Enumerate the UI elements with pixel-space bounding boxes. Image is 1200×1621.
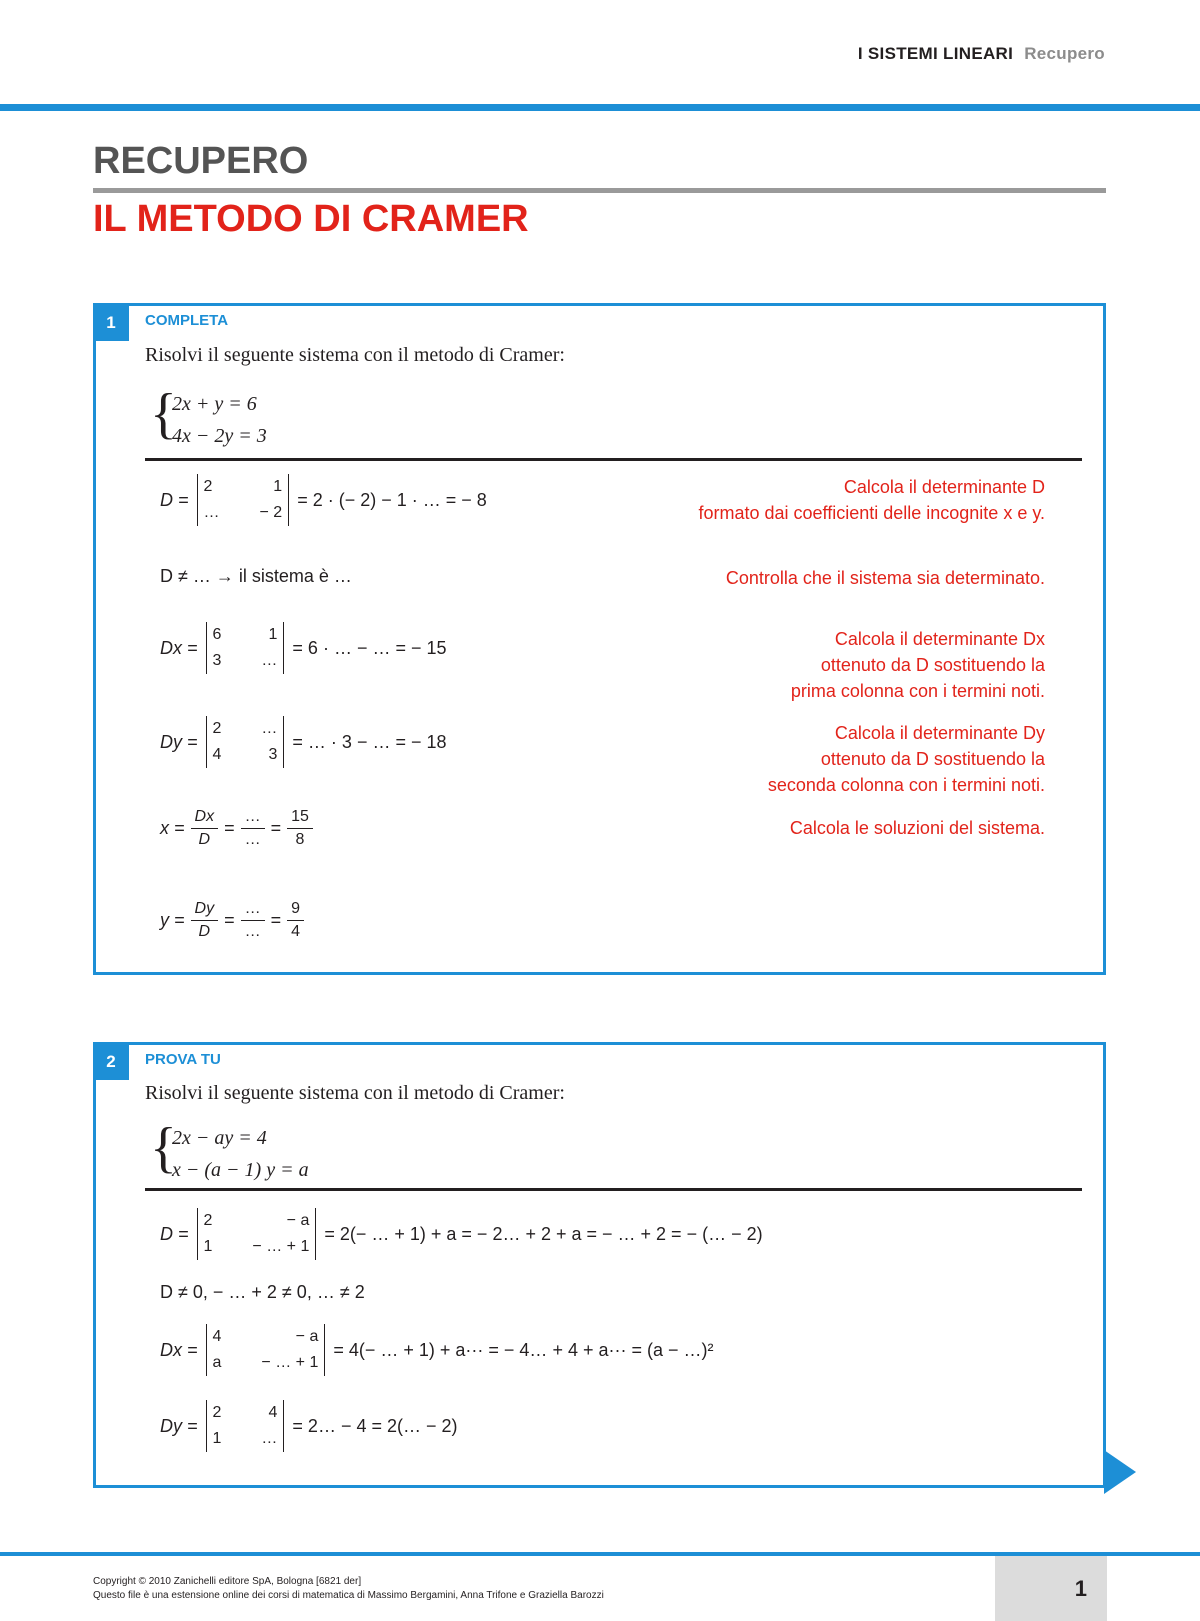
exercise-2-rule xyxy=(145,1188,1082,1191)
equals-sign: = xyxy=(270,818,282,838)
fraction xyxy=(191,808,219,849)
matrix-cell: − 2 xyxy=(259,504,283,521)
exercise-2-number: 2 xyxy=(93,1044,129,1080)
matrix-cell: … xyxy=(261,652,278,669)
page-title: RECUPERO xyxy=(93,140,309,182)
fraction xyxy=(241,900,265,941)
equals-sign: = xyxy=(224,910,235,930)
x-label: x = xyxy=(160,818,185,838)
numerator: … xyxy=(241,808,265,829)
dx-matrix xyxy=(206,1324,326,1376)
exercise-2-label: PROVA TU xyxy=(145,1051,221,1068)
footer-line: Copyright © 2010 Zanichelli editore SpA, Bologna [6821 der] xyxy=(93,1576,362,1587)
hint-line: formato dai coefficienti delle incognite x e y. xyxy=(698,503,1045,523)
hint-line: ottenuto da D sostituendo la xyxy=(820,655,1045,675)
hint-line: prima colonna con i termini noti. xyxy=(790,681,1045,701)
d-result: = 2 · (− 2) − 1 · … = − 8 xyxy=(297,489,487,510)
dx-result: = 4(− … + 1) + a··· = − 4… + 4 + a··· = (a − …)² xyxy=(333,1339,714,1360)
hint-line: Calcola il determinante Dy xyxy=(834,723,1045,743)
hint-line: ottenuto da D sostituendo la xyxy=(820,749,1045,769)
matrix-cell: 2 xyxy=(203,478,213,495)
dx-label: Dx = xyxy=(160,637,198,658)
ex1-d-not-zero: D ≠ … → il sistema è … xyxy=(160,566,352,586)
dx-matrix xyxy=(206,622,285,674)
matrix-cell: − … + 1 xyxy=(252,1238,310,1255)
dy-label: Dy = xyxy=(160,1415,198,1436)
ex2-determinant-dx xyxy=(160,1324,714,1376)
matrix-cell: − a xyxy=(286,1212,310,1229)
exercise-1-system xyxy=(172,388,267,452)
exercise-1-label: COMPLETA xyxy=(145,312,229,329)
exercise-1-rule xyxy=(145,458,1082,461)
matrix-cell: a xyxy=(212,1354,222,1371)
numerator: Dx xyxy=(191,808,219,829)
fraction xyxy=(287,808,313,849)
ex2-d-not-zero: D ≠ 0, − … + 2 ≠ 0, … ≠ 2 xyxy=(160,1282,365,1302)
matrix-cell: 1 xyxy=(268,626,278,643)
y-label: y = xyxy=(160,910,185,930)
hint-determinant-dy xyxy=(768,720,1045,798)
matrix-cell: − a xyxy=(295,1328,319,1345)
equals-sign: = xyxy=(224,818,235,838)
fraction xyxy=(191,900,219,941)
exercise-2-statement: Risolvi il seguente sistema con il metodo di Cramer: xyxy=(145,1082,565,1104)
ex1-solution-y xyxy=(160,900,310,941)
matrix-cell: … xyxy=(261,720,278,737)
matrix-cell: − … + 1 xyxy=(261,1354,319,1371)
continue-arrow-icon[interactable] xyxy=(1104,1450,1136,1494)
system-brace: { xyxy=(150,383,177,445)
hint-determinant-dx xyxy=(791,626,1045,704)
equation-1: 2x + y = 6 xyxy=(172,393,257,415)
ex1-determinant-d xyxy=(160,474,487,526)
denominator: 4 xyxy=(291,923,301,940)
d-label: D = xyxy=(160,489,189,510)
matrix-cell: 3 xyxy=(212,652,222,669)
denominator: 8 xyxy=(295,831,305,848)
numerator: Dy xyxy=(191,900,219,921)
header-subsection: Recupero xyxy=(1024,44,1105,63)
page-number: 1 xyxy=(995,1556,1107,1621)
denominator: D xyxy=(198,831,211,848)
equals-sign: = xyxy=(270,910,282,930)
dy-result: = … · 3 − … = − 18 xyxy=(292,731,447,752)
matrix-cell: 1 xyxy=(203,1238,213,1255)
matrix-cell: 2 xyxy=(212,1404,222,1421)
dy-matrix xyxy=(206,716,285,768)
matrix-cell: 4 xyxy=(212,746,222,763)
exercise-1-number: 1 xyxy=(93,305,129,341)
running-header xyxy=(858,44,1105,64)
exercise-2-system xyxy=(172,1122,309,1186)
header-section: I SISTEMI LINEARI xyxy=(857,44,1014,63)
hint-line: seconda colonna con i termini noti. xyxy=(767,775,1045,795)
numerator: … xyxy=(241,900,265,921)
matrix-cell: 4 xyxy=(268,1404,278,1421)
denominator: … xyxy=(244,831,261,848)
dx-result: = 6 · … − … = − 15 xyxy=(292,637,447,658)
system-brace: { xyxy=(150,1117,177,1179)
top-rule xyxy=(0,104,1200,111)
matrix-cell: 6 xyxy=(212,626,222,643)
hint-line: Calcola il determinante D xyxy=(843,477,1045,497)
d-matrix xyxy=(197,1208,317,1260)
exercise-1-statement: Risolvi il seguente sistema con il metodo di Cramer: xyxy=(145,344,565,366)
denominator: D xyxy=(198,923,211,940)
dx-label: Dx = xyxy=(160,1339,198,1360)
title-divider xyxy=(93,188,1106,193)
denominator: … xyxy=(244,923,261,940)
hint-determined: Controlla che il sistema sia determinato. xyxy=(725,568,1045,588)
fraction xyxy=(241,808,265,849)
equation-1: 2x − ay = 4 xyxy=(172,1127,267,1149)
ex2-determinant-dy xyxy=(160,1400,458,1452)
matrix-cell: 4 xyxy=(212,1328,222,1345)
d-label: D = xyxy=(160,1223,189,1244)
numerator: 9 xyxy=(287,900,304,921)
dy-label: Dy = xyxy=(160,731,198,752)
ex1-determinant-dx xyxy=(160,622,447,674)
footer-line: Questo file è una estensione online dei corsi di matematica di Massimo Bergamini, Anna Trifone e Graziella Barozzi xyxy=(93,1590,604,1601)
matrix-cell: 1 xyxy=(212,1430,222,1447)
numerator: 15 xyxy=(287,808,313,829)
hint-line: Calcola il determinante Dx xyxy=(834,629,1045,649)
page-subtitle: IL METODO DI CRAMER xyxy=(93,198,529,240)
matrix-cell: … xyxy=(203,504,220,521)
matrix-cell: 1 xyxy=(273,478,283,495)
dy-result: = 2… − 4 = 2(… − 2) xyxy=(292,1415,458,1436)
d-matrix xyxy=(197,474,290,526)
dy-matrix xyxy=(206,1400,285,1452)
matrix-cell: 3 xyxy=(268,746,278,763)
footer-copyright xyxy=(93,1575,604,1603)
ex1-determinant-dy xyxy=(160,716,447,768)
d-result: = 2(− … + 1) + a = − 2… + 2 + a = − … + 2 = − (… − 2) xyxy=(324,1223,763,1244)
matrix-cell: 2 xyxy=(203,1212,213,1229)
equation-2: 4x − 2y = 3 xyxy=(172,425,267,447)
hint-determinant-d xyxy=(698,474,1045,526)
matrix-cell: … xyxy=(261,1430,278,1447)
hint-solutions: Calcola le soluzioni del sistema. xyxy=(789,818,1045,838)
equation-2: x − (a − 1) y = a xyxy=(172,1159,309,1181)
ex1-solution-x xyxy=(160,808,319,849)
fraction xyxy=(287,900,304,941)
ex2-determinant-d xyxy=(160,1208,763,1260)
matrix-cell: 2 xyxy=(212,720,222,737)
